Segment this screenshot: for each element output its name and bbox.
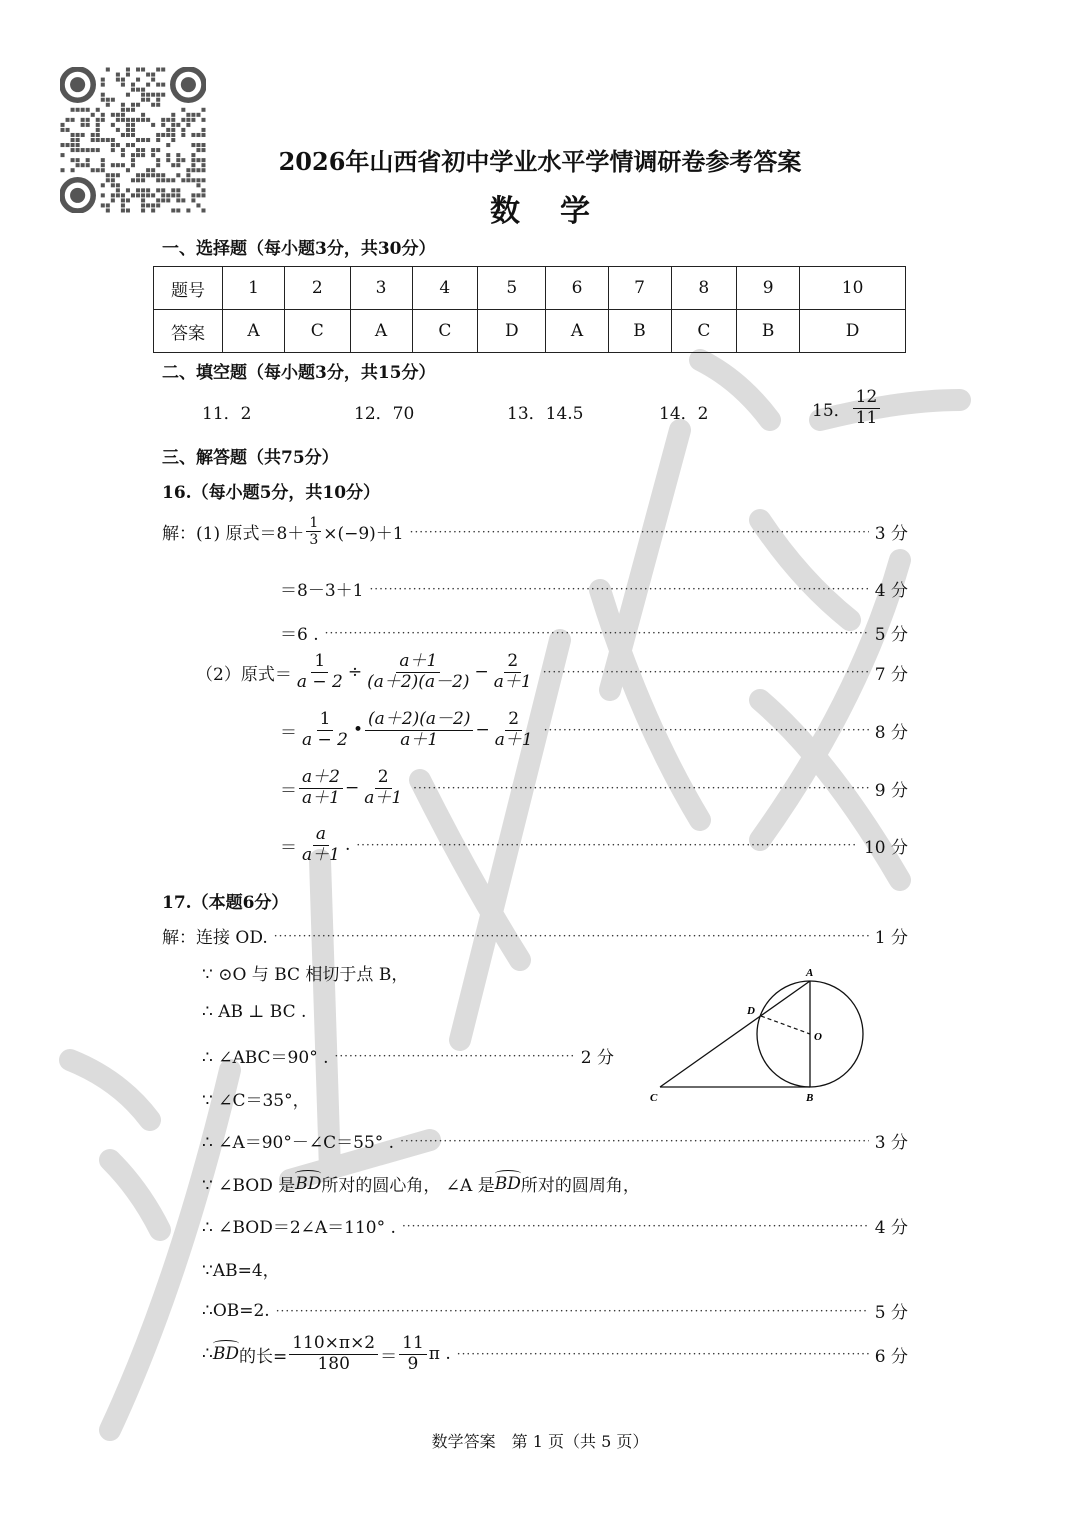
fraction (299, 710, 351, 750)
proof-step: 解：连接 OD. (162, 928, 268, 948)
item-answer: 14.5 (545, 404, 584, 424)
label-o: O (814, 1031, 822, 1043)
numerator: 110×π×2 (289, 1334, 378, 1355)
q16-line-3 (280, 620, 908, 645)
fraction (299, 768, 343, 808)
table-cell: 10 (800, 267, 906, 310)
numerator: a＋1 (396, 652, 440, 673)
leader-dots (410, 525, 869, 539)
fill-item-11 (202, 399, 251, 424)
denominator: a＋1 (302, 787, 340, 808)
leader-dots (276, 1304, 869, 1318)
score-label: 5 分 (874, 625, 908, 645)
proof-step: 所对的圆心角， ∠A 是 (321, 1176, 495, 1196)
proof-step: 的长= (238, 1346, 288, 1367)
fraction (361, 768, 405, 808)
item-number: 15． (812, 400, 851, 421)
label-d: D (747, 1005, 755, 1017)
denominator: (a＋2)(a－2) (367, 671, 470, 692)
label-a: A (806, 967, 814, 979)
denominator: a＋1 (364, 787, 403, 808)
section2-heading: 二、填空题（每小题3分，共15分） (162, 363, 436, 383)
subject-title: 数学 (490, 194, 630, 229)
q16-line-4 (196, 652, 908, 692)
expression-text: （2）原式＝ (196, 664, 292, 685)
leader-dots (335, 1049, 575, 1063)
item-number: 13． (507, 404, 546, 424)
numerator: 12 (853, 388, 881, 409)
geometry-figure (642, 962, 882, 1112)
score-label: 8 分 (874, 722, 908, 743)
expression-text: ×(−9)＋1 (323, 524, 404, 545)
fill-item-14 (659, 399, 708, 424)
numerator: 2 (375, 768, 392, 789)
fraction (492, 710, 536, 750)
proof-step: ∵AB=4， (202, 1261, 280, 1281)
operator: ＝ (280, 780, 297, 801)
q17-line-4 (202, 1043, 614, 1068)
label-b: B (806, 1092, 814, 1104)
table-cell: 3 (350, 267, 412, 310)
proof-step: ∵ ∠BOD 是 (202, 1176, 296, 1196)
proof-step: ∴ ∠ABC＝90° . (202, 1048, 329, 1068)
leader-dots (400, 1134, 869, 1148)
fraction (294, 652, 346, 692)
proof-step: π . (428, 1344, 451, 1365)
table-cell: C (412, 310, 477, 353)
leader-dots (356, 838, 858, 852)
item-number: 12． (354, 404, 393, 424)
score-label: 1 分 (874, 928, 908, 948)
operator: ÷ (347, 662, 363, 683)
label-c: C (650, 1092, 658, 1104)
proof-step: ∴ ∠BOD＝2∠A＝110° . (202, 1218, 396, 1238)
numerator: (a＋2)(a－2) (365, 710, 473, 731)
table-cell: B (737, 310, 800, 353)
numerator: a＋2 (299, 768, 343, 789)
row-header: 题号 (154, 267, 223, 310)
q17-line-1 (162, 923, 908, 948)
numerator: 2 (505, 710, 522, 731)
page-footer: 数学答案 第 1 页（共 5 页） (431, 1432, 649, 1451)
score-label: 4 分 (874, 581, 908, 601)
numerator: a (313, 825, 329, 846)
table-cell: 6 (546, 267, 608, 310)
q17-line-7 (202, 1171, 640, 1196)
table-cell: 5 (478, 267, 546, 310)
fill-item-13 (507, 399, 584, 424)
leader-dots (544, 723, 869, 737)
q17-line-11 (202, 1334, 908, 1374)
leader-dots (325, 626, 869, 640)
q17-line-2 (202, 960, 408, 985)
score-label: 5 分 (874, 1303, 908, 1323)
table-row (154, 310, 906, 353)
table-cell: 1 (223, 267, 285, 310)
expression-text: ＝8－3＋1 (280, 581, 364, 601)
score-label: 10 分 (863, 837, 908, 858)
q16-heading: 16.（每小题5分，共10分） (162, 483, 381, 503)
proof-step: ∴ AB ⊥ BC . (202, 1002, 307, 1022)
table-cell: C (285, 310, 350, 353)
numerator: 1 (306, 515, 321, 532)
score-label: 6 分 (874, 1346, 908, 1367)
fill-item-15 (812, 388, 882, 428)
denominator: 3 (309, 532, 319, 549)
q16-line-7 (280, 825, 908, 865)
denominator: a＋1 (302, 844, 340, 865)
table-cell: 4 (412, 267, 477, 310)
q17-line-6 (202, 1128, 908, 1153)
section1-heading: 一、选择题（每小题3分，共30分） (162, 239, 436, 259)
table-cell: A (223, 310, 285, 353)
operator: ＝ (280, 722, 297, 743)
score-label: 3 分 (874, 1133, 908, 1153)
score-label: 7 分 (874, 664, 908, 685)
page-title: 2026年山西省初中学业水平学情调研卷参考答案 (278, 147, 802, 176)
line-od (761, 1016, 810, 1034)
item-answer-fraction (853, 388, 881, 428)
fill-item-12 (354, 399, 414, 424)
leader-dots (369, 582, 868, 596)
table-cell: A (546, 310, 608, 353)
leader-dots (543, 665, 869, 679)
operator: ＝ (280, 837, 297, 858)
operator: − (474, 662, 489, 683)
fraction (364, 652, 472, 692)
q16-line-6 (280, 768, 908, 808)
proof-step: ∴ ∠A＝90°－∠C＝55° . (202, 1133, 395, 1153)
numerator: 1 (311, 652, 328, 673)
denominator: 180 (317, 1353, 350, 1374)
denominator: a＋1 (400, 729, 439, 750)
leader-dots (274, 929, 869, 943)
table-cell: 2 (285, 267, 350, 310)
table-cell: 7 (608, 267, 671, 310)
proof-step: ∴ (202, 1344, 213, 1365)
table-cell: 9 (737, 267, 800, 310)
item-number: 11． (202, 404, 241, 424)
section3-heading: 三、解答题（共75分） (162, 448, 339, 468)
q17-line-9 (202, 1256, 280, 1281)
item-answer: 2 (697, 404, 709, 424)
arc-symbol: BD (494, 1173, 521, 1194)
numerator: 2 (504, 652, 521, 673)
score-label: 9 分 (874, 780, 908, 801)
q16-line-1 (162, 515, 908, 548)
expression-text: ＝6 . (280, 625, 319, 645)
score-label: 2 分 (580, 1048, 614, 1068)
denominator: a − 2 (296, 671, 343, 692)
table-cell: B (608, 310, 671, 353)
fraction (365, 710, 473, 750)
table-cell: D (800, 310, 906, 353)
fraction (306, 515, 321, 548)
proof-step: ∴OB=2. (202, 1300, 270, 1321)
denominator: a＋1 (493, 671, 532, 692)
table-cell: D (478, 310, 546, 353)
denominator: 9 (407, 1353, 419, 1374)
denominator: 11 (855, 407, 878, 428)
operator: − (344, 778, 360, 799)
item-answer: 70 (392, 404, 415, 424)
answer-table (153, 266, 906, 353)
q16-line-2 (280, 576, 908, 601)
denominator: a − 2 (302, 729, 349, 750)
proof-step: 所对的圆周角， (520, 1176, 640, 1196)
item-number: 14． (659, 404, 698, 424)
proof-step: ∵ ⊙O 与 BC 相切于点 B， (202, 965, 409, 985)
table-cell: 8 (671, 267, 736, 310)
operator: ＝ (380, 1346, 398, 1367)
q17-line-10 (202, 1298, 908, 1323)
operator: • (353, 720, 364, 741)
leader-dots (457, 1347, 869, 1361)
table-row (154, 267, 906, 310)
expression-text: . (344, 835, 351, 856)
q17-heading: 17.（本题6分） (162, 893, 289, 913)
row-header: 答案 (154, 310, 223, 353)
q17-line-8 (202, 1213, 908, 1238)
q16-line-5 (280, 710, 908, 750)
fraction (491, 652, 535, 692)
q17-line-5 (202, 1086, 310, 1111)
leader-dots (413, 781, 869, 795)
item-answer: 2 (240, 404, 252, 424)
arc-symbol: BD (295, 1173, 322, 1194)
arc-symbol: BD (212, 1344, 239, 1365)
score-label: 4 分 (874, 1218, 908, 1238)
expression-text: 解：(1) 原式＝8＋ (162, 524, 305, 545)
table-cell: A (350, 310, 412, 353)
fraction (299, 825, 343, 865)
leader-dots (402, 1219, 869, 1233)
operator: − (475, 720, 490, 741)
fraction (289, 1334, 378, 1374)
score-label: 3 分 (874, 524, 908, 545)
fraction (399, 1334, 427, 1374)
proof-step: ∵ ∠C＝35°， (202, 1091, 310, 1111)
table-cell: C (671, 310, 736, 353)
numerator: 11 (399, 1334, 427, 1355)
line-ca (660, 981, 810, 1087)
denominator: a＋1 (494, 729, 533, 750)
q17-line-3 (202, 1002, 306, 1022)
numerator: 1 (317, 710, 334, 731)
